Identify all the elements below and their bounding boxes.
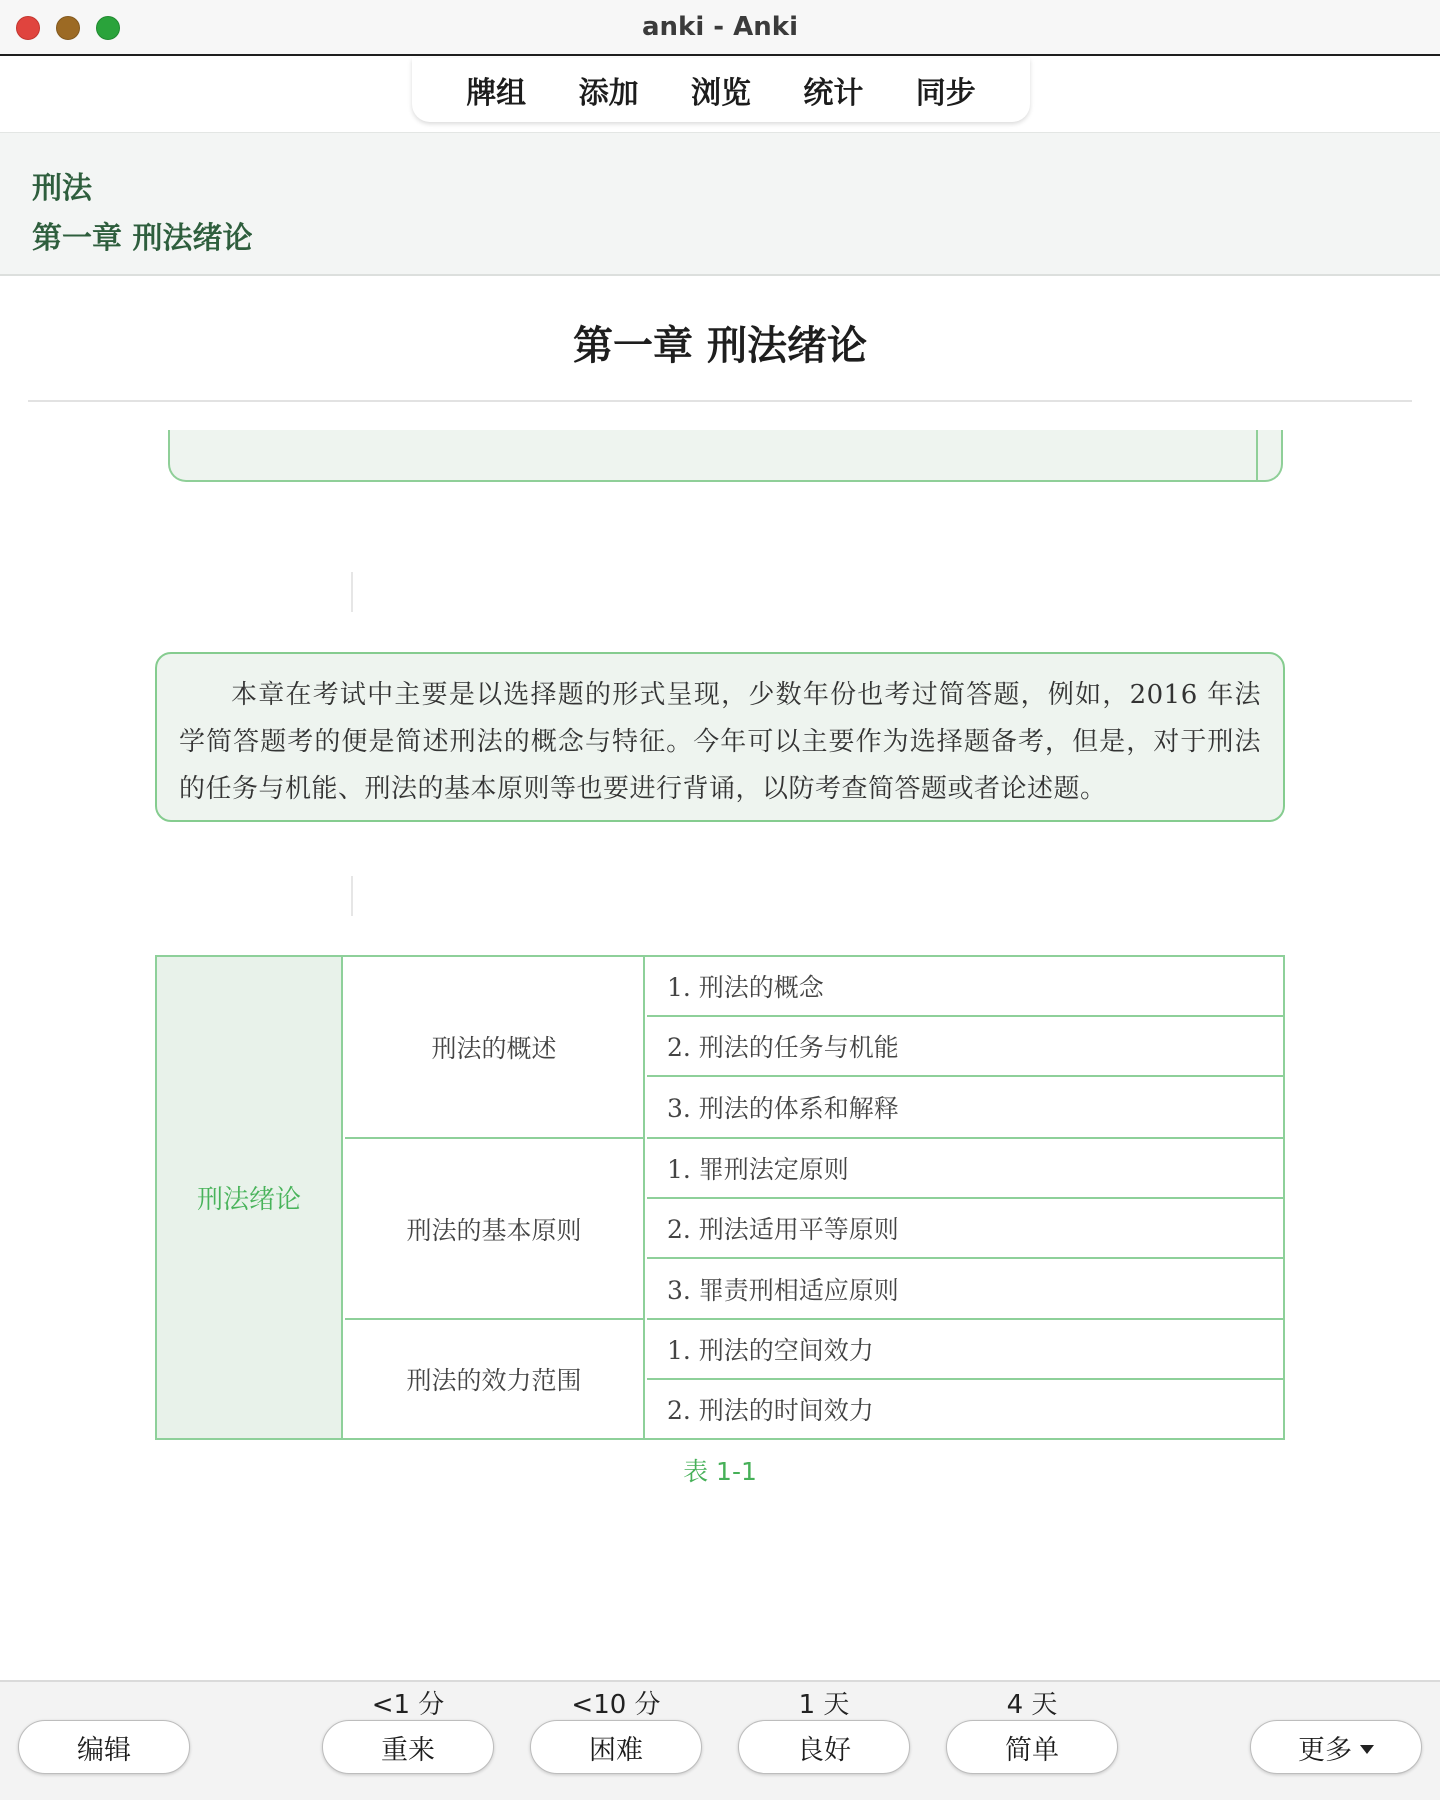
nav-add[interactable]: 添加 [578, 76, 639, 111]
answer-bar [0, 1680, 1440, 1800]
table-item-cell: 1. 刑法的概念 [647, 957, 1283, 1017]
edit-button-label: 编辑 [77, 1734, 131, 1766]
table-item-cell: 2. 刑法的时间效力 [667, 1396, 874, 1425]
table-group-cell: 刑法的基本原则 [345, 1139, 645, 1320]
hard-interval: <10 分 [571, 1690, 661, 1720]
table-root-cell: 刑法绪论 [157, 957, 343, 1438]
good-button-label: 良好 [797, 1734, 851, 1766]
deck-header [0, 132, 1440, 276]
table-item-cell: 2. 刑法的任务与机能 [647, 1017, 1283, 1077]
table-item-cell: 3. 罪责刑相适应原则 [647, 1259, 1283, 1320]
table-item-cell: 1. 刑法的空间效力 [647, 1320, 1283, 1380]
table-group-cell: 刑法的效力范围 [345, 1320, 645, 1438]
table-item-cell: 2. 刑法适用平等原则 [647, 1199, 1283, 1259]
nav-stats[interactable]: 统计 [803, 76, 864, 111]
deck-name: 刑法 [32, 171, 92, 206]
main-toolbar [412, 58, 1030, 122]
edit-button[interactable] [18, 1720, 190, 1774]
hard-button[interactable] [530, 1720, 702, 1774]
good-button[interactable] [738, 1720, 910, 1774]
nav-browse[interactable]: 浏览 [690, 76, 751, 111]
dropdown-caret-icon [1360, 1745, 1374, 1754]
window-title: anki - Anki [642, 12, 798, 42]
nav-sync[interactable]: 同步 [915, 76, 976, 111]
good-interval: 1 天 [798, 1690, 850, 1720]
image-crop-mark [351, 572, 353, 612]
more-button[interactable] [1250, 1720, 1422, 1774]
subdeck-name: 第一章 刑法绪论 [32, 221, 253, 256]
again-interval: <1 分 [371, 1690, 445, 1720]
title-divider [28, 400, 1412, 402]
again-button[interactable] [322, 1720, 494, 1774]
more-button-label: 更多 [1298, 1734, 1352, 1766]
again-button-label: 重来 [381, 1734, 435, 1766]
easy-interval: 4 天 [1006, 1690, 1058, 1720]
chapter-intro-text: 本章在考试中主要是以选择题的形式呈现，少数年份也考过简答题，例如，2016 年法学简答题考的便是简述刑法的概念与特征。今年可以主要作为选择题备考，但是，对于刑法的任务与机能、刑法的基本原则等也要进行背诵，以防考查简答题或者论述题。 [179, 680, 1261, 804]
table-caption: 表 1-1 [683, 1457, 757, 1486]
callout-fold-edge [1256, 430, 1258, 480]
image-crop-mark [351, 876, 353, 916]
table-group-cell: 刑法的概述 [345, 957, 645, 1139]
card-title: 第一章 刑法绪论 [573, 323, 867, 369]
outline-table [155, 955, 1285, 1440]
easy-button-label: 简单 [1005, 1734, 1059, 1766]
nav-decks[interactable]: 牌组 [466, 76, 527, 111]
easy-button[interactable] [946, 1720, 1118, 1774]
title-bar [0, 0, 1440, 56]
hard-button-label: 困难 [589, 1734, 643, 1766]
table-item-cell: 1. 罪刑法定原则 [647, 1139, 1283, 1199]
table-item-cell: 3. 刑法的体系和解释 [647, 1077, 1283, 1139]
cropped-callout-box [168, 430, 1283, 482]
chapter-intro-box [155, 652, 1285, 822]
